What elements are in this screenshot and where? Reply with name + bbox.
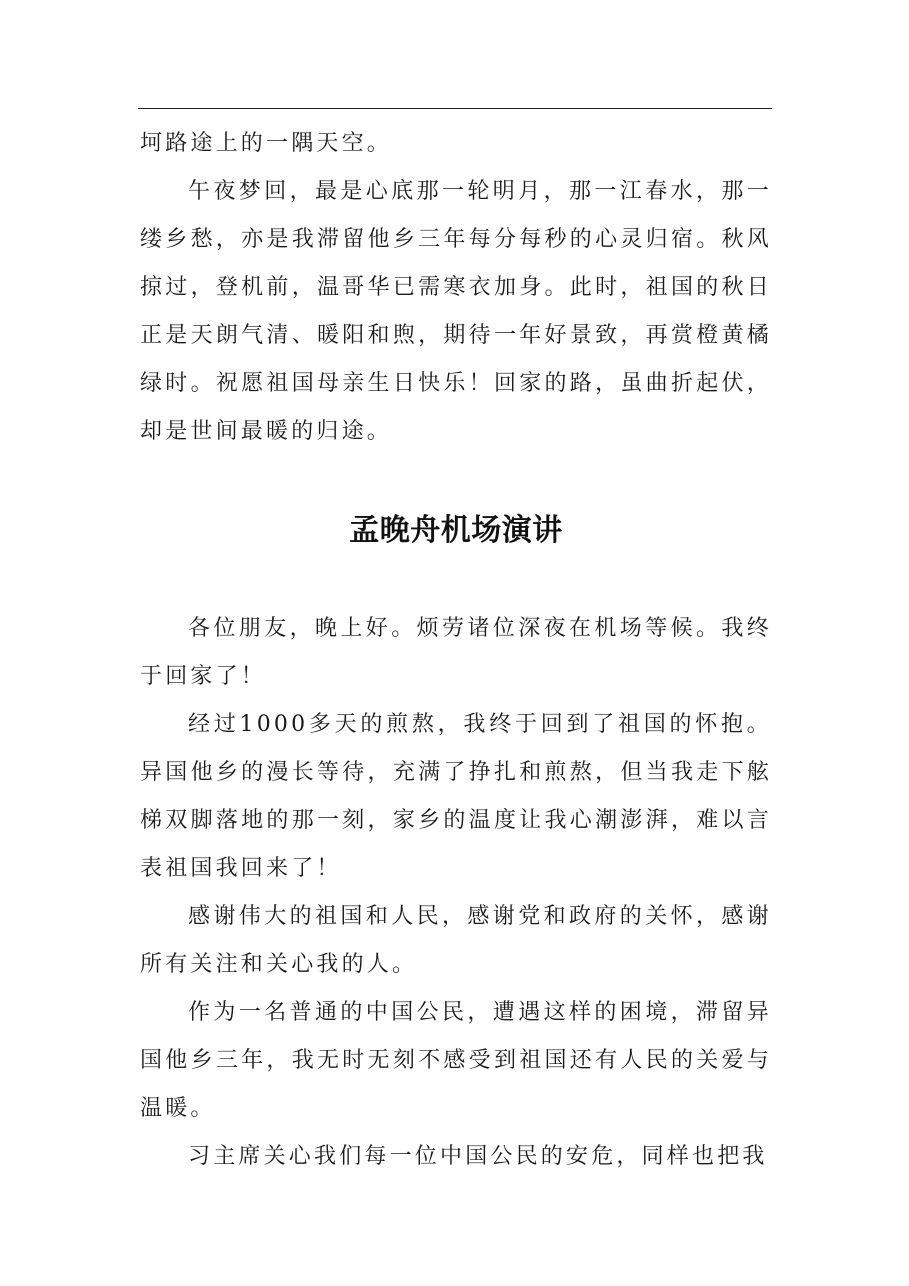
paragraph: 习主席关心我们每一位中国公民的安危，同样也把我 (188, 1144, 768, 1169)
continued-paragraph: 坷路途上的一隅天空。 (140, 131, 393, 156)
paragraph: 午夜梦回，最是心底那一轮明月，那一江春水，那一缕乡愁，亦是我滞留他乡三年每分每秒的心灵归宿。秋风掠过，登机前，温哥华已需寒衣加身。此时，祖国的秋日正是天朗气清、暖阳和煦，期待一年好景致，再赏橙黄橘绿时。祝愿祖国母亲生日快乐！回家的路，虽曲折起伏，却是世间最暖的归途。 (140, 179, 772, 444)
paragraph: 作为一名普通的中国公民，遭遇这样的困境，滞留异国他乡三年，我无时无刻不感受到祖国还有人民的关爱与温暖。 (140, 1000, 772, 1121)
paragraph: 各位朋友，晚上好。烦劳诸位深夜在机场等候。我终于回家了！ (140, 616, 772, 689)
header-rule (138, 108, 772, 109)
paragraph: 感谢伟大的祖国和人民，感谢党和政府的关怀，感谢所有关注和关心我的人。 (140, 904, 772, 977)
paragraph: 经过1000多天的煎熬，我终于回到了祖国的怀抱。异国他乡的漫长等待，充满了挣扎和煎熬，但当我走下舷梯双脚落地的那一刻，家乡的温度让我心潮澎湃，难以言表祖国我回来了！ (140, 712, 772, 881)
document-body (140, 120, 772, 1181)
section-title: 孟晚舟机场演讲 (349, 513, 563, 548)
